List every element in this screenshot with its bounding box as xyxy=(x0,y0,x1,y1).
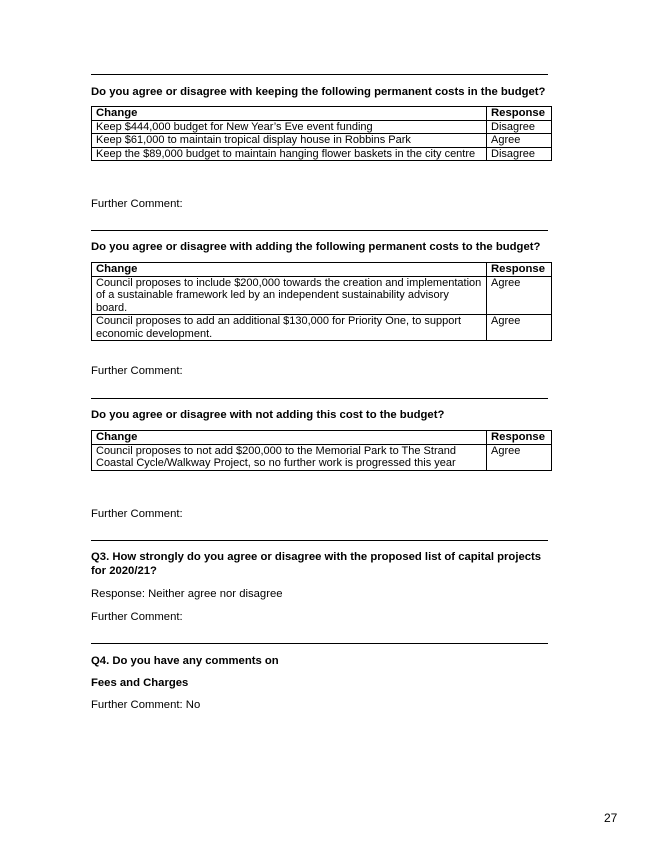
further-comment-label: Further Comment: xyxy=(91,508,183,520)
table-header-row xyxy=(92,431,552,445)
table-header-row xyxy=(92,263,552,277)
table-header-row xyxy=(92,107,552,121)
response-cell: Disagree xyxy=(487,120,552,134)
q4-subheading: Fees and Charges xyxy=(91,677,189,689)
q4-further-comment: Further Comment: No xyxy=(91,699,201,711)
column-header-change: Change xyxy=(92,263,487,277)
table-row xyxy=(92,444,552,470)
table-row xyxy=(92,276,552,315)
response-cell: Agree xyxy=(487,315,552,341)
response-cell: Agree xyxy=(487,276,552,315)
column-header-change: Change xyxy=(92,431,487,445)
change-cell: Keep $444,000 budget for New Year’s Eve event funding xyxy=(92,120,487,134)
table-row xyxy=(92,147,552,161)
section2-table xyxy=(91,262,552,341)
section-divider xyxy=(91,643,548,644)
page-number: 27 xyxy=(604,811,618,825)
further-comment-label: Further Comment: xyxy=(91,611,183,623)
q3-response: Response: Neither agree nor disagree xyxy=(91,588,283,600)
change-cell: Keep $61,000 to maintain tropical display house in Robbins Park xyxy=(92,134,487,148)
section-divider xyxy=(91,398,548,399)
table-row xyxy=(92,134,552,148)
section1-question: Do you agree or disagree with keeping the following permanent costs in the budget? xyxy=(91,86,546,98)
column-header-response: Response xyxy=(487,431,552,445)
section2-question: Do you agree or disagree with adding the following permanent costs to the budget? xyxy=(91,241,541,253)
column-header-change: Change xyxy=(92,107,487,121)
response-cell: Agree xyxy=(487,134,552,148)
q4-question: Q4. Do you have any comments on xyxy=(91,655,279,667)
table-row xyxy=(92,315,552,341)
section3-table xyxy=(91,430,552,471)
section-divider xyxy=(91,230,548,231)
section3-question: Do you agree or disagree with not adding this cost to the budget? xyxy=(91,409,445,421)
column-header-response: Response xyxy=(487,263,552,277)
change-cell: Council proposes to add an additional $130,000 for Priority One, to support economic development. xyxy=(92,315,487,341)
change-cell: Keep the $89,000 budget to maintain hanging flower baskets in the city centre xyxy=(92,147,487,161)
q3-question: Q3. How strongly do you agree or disagree with the proposed list of capital projects for 2020/21? xyxy=(91,551,542,577)
section-divider xyxy=(91,74,548,75)
further-comment-label: Further Comment: xyxy=(91,365,183,377)
table-row xyxy=(92,120,552,134)
further-comment-label: Further Comment: xyxy=(91,198,183,210)
column-header-response: Response xyxy=(487,107,552,121)
response-cell: Agree xyxy=(487,444,552,470)
change-cell: Council proposes to include $200,000 towards the creation and implementation of a sustainable framework led by an independent sustainability advisory board. xyxy=(92,276,487,315)
section1-table xyxy=(91,106,552,161)
response-cell: Disagree xyxy=(487,147,552,161)
section-divider xyxy=(91,540,548,541)
change-cell: Council proposes to not add $200,000 to the Memorial Park to The Strand Coastal Cycle/Walkway Project, so no further work is progressed this year xyxy=(92,444,487,470)
